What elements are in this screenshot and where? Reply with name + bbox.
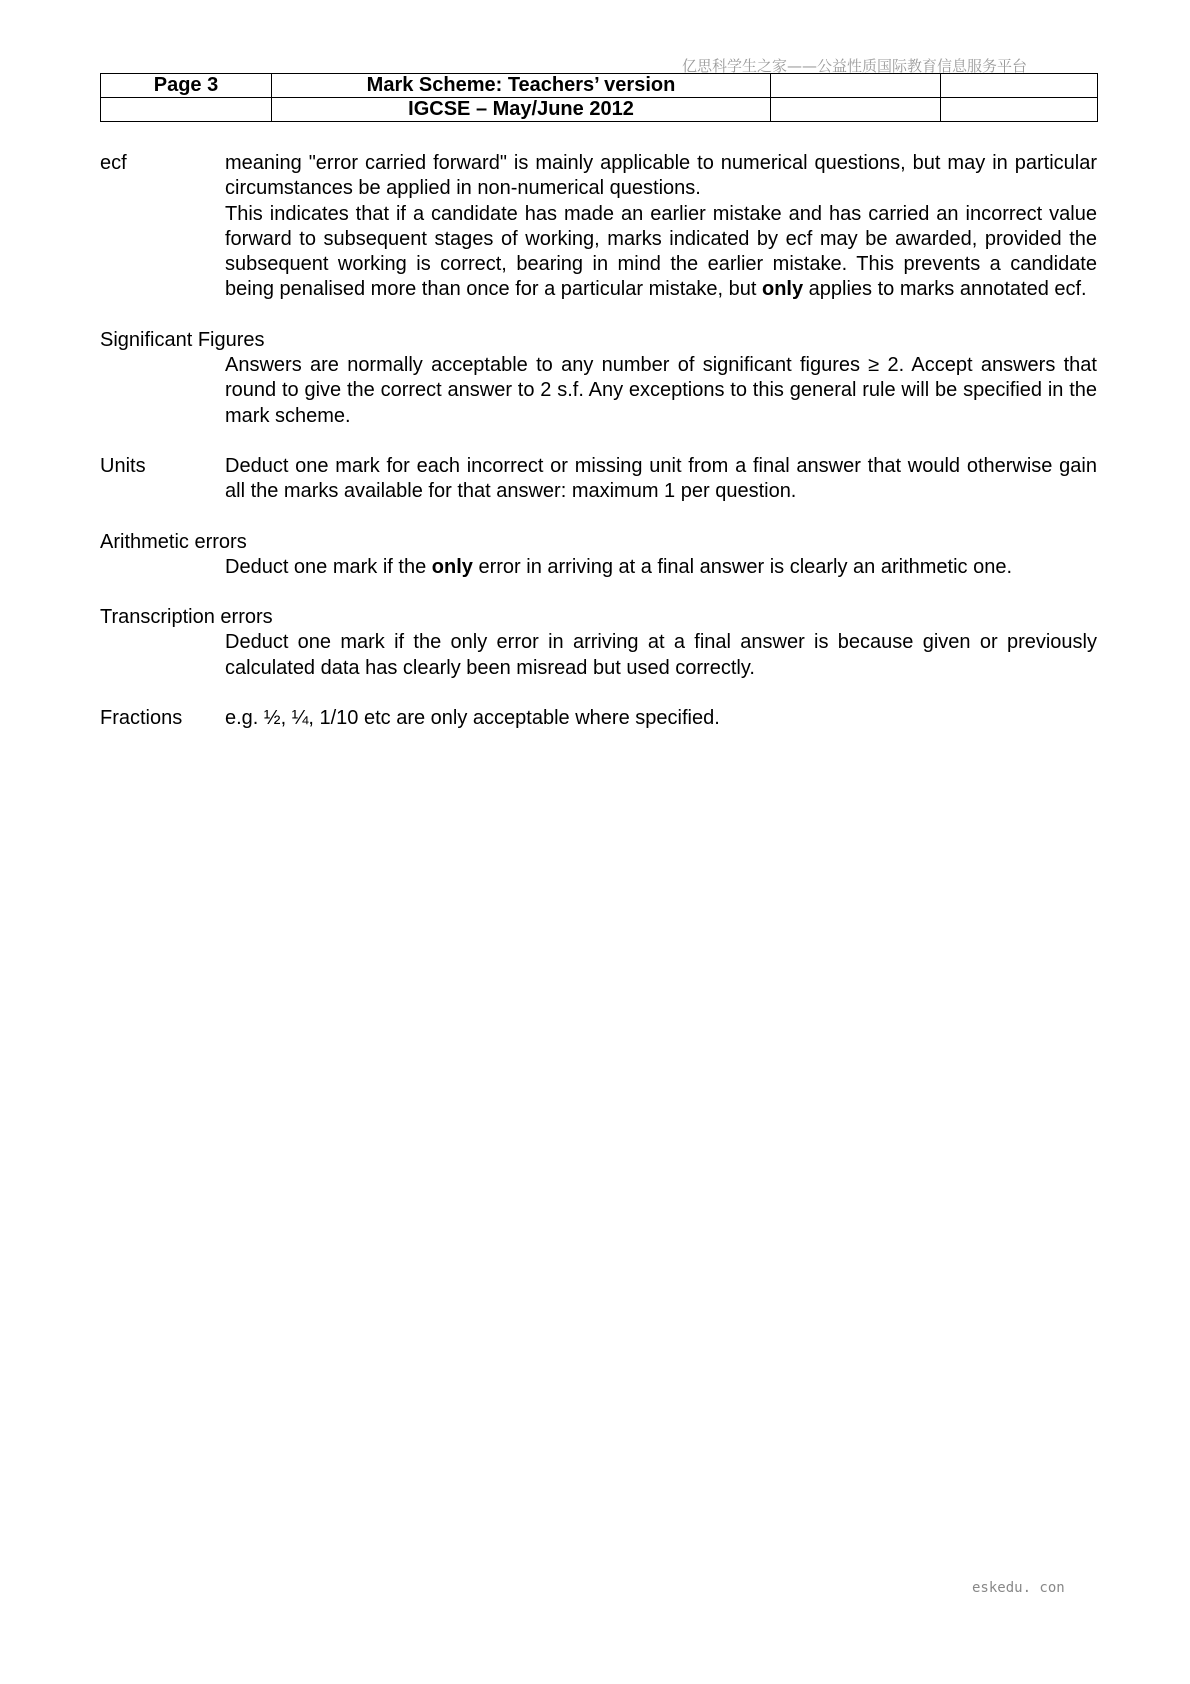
footer-url: eskedu. con (972, 1580, 1065, 1596)
significant-figures-label: Significant Figures (100, 328, 265, 351)
ecf-section (100, 151, 1097, 303)
header-empty-cell (771, 98, 941, 122)
header-table (100, 73, 1098, 122)
fractions-section (100, 706, 1097, 731)
page-number: Page 3 (101, 74, 272, 98)
transcription-errors-section (100, 605, 1097, 681)
header-empty-cell (771, 74, 941, 98)
ecf-paragraph-1: meaning "error carried forward" is mainly applicable to numerical questions, but may in particular circumstances be applied in non-numerical questions. (225, 152, 1097, 200)
significant-figures-text: Answers are normally acceptable to any number of significant figures ≥ 2. Accept answers that round to give the correct answer to 2 s.f. Any exceptions to this general rule will be specified in the mark scheme. (225, 354, 1097, 427)
units-label: Units (100, 454, 146, 477)
header-empty-cell (941, 74, 1098, 98)
document-subtitle: IGCSE – May/June 2012 (272, 98, 771, 122)
header-empty-cell (101, 98, 272, 122)
transcription-errors-text: Deduct one mark if the only error in arriving at a final answer is because given or previously calculated data has clearly been misread but used correctly. (225, 631, 1097, 679)
watermark-text: 亿思科学生之家——公益性质国际教育信息服务平台 (682, 57, 1028, 75)
fractions-label: Fractions (100, 707, 183, 730)
transcription-errors-label: Transcription errors (100, 606, 273, 629)
ecf-label: ecf (100, 152, 127, 174)
significant-figures-section (100, 328, 1097, 429)
document-title: Mark Scheme: Teachers’ version (272, 74, 771, 98)
units-text: Deduct one mark for each incorrect or missing unit from a final answer that would otherwise gain all the marks available for that answer: maximum 1 per question. (225, 454, 1097, 503)
header-empty-cell (941, 98, 1098, 122)
ecf-paragraph-2: This indicates that if a candidate has made an earlier mistake and has carried an incorrect value forward to subsequent stages of working, marks indicated by ecf may be awarded, provided the subsequent working is correct, bearing in mind the earlier mistake. This prevents a candidate being penalised more than once for a particular mistake, but only applies to marks annotated ecf. (225, 202, 1097, 301)
arithmetic-errors-section (100, 530, 1097, 581)
mark-scheme-notes (100, 151, 1097, 756)
fractions-text: e.g. ½, ¼, 1/10 etc are only acceptable where specified. (225, 707, 720, 730)
arithmetic-errors-text: Deduct one mark if the only error in arriving at a final answer is clearly an arithmetic one. (225, 555, 1013, 578)
units-section (100, 454, 1097, 505)
arithmetic-errors-label: Arithmetic errors (100, 530, 247, 553)
